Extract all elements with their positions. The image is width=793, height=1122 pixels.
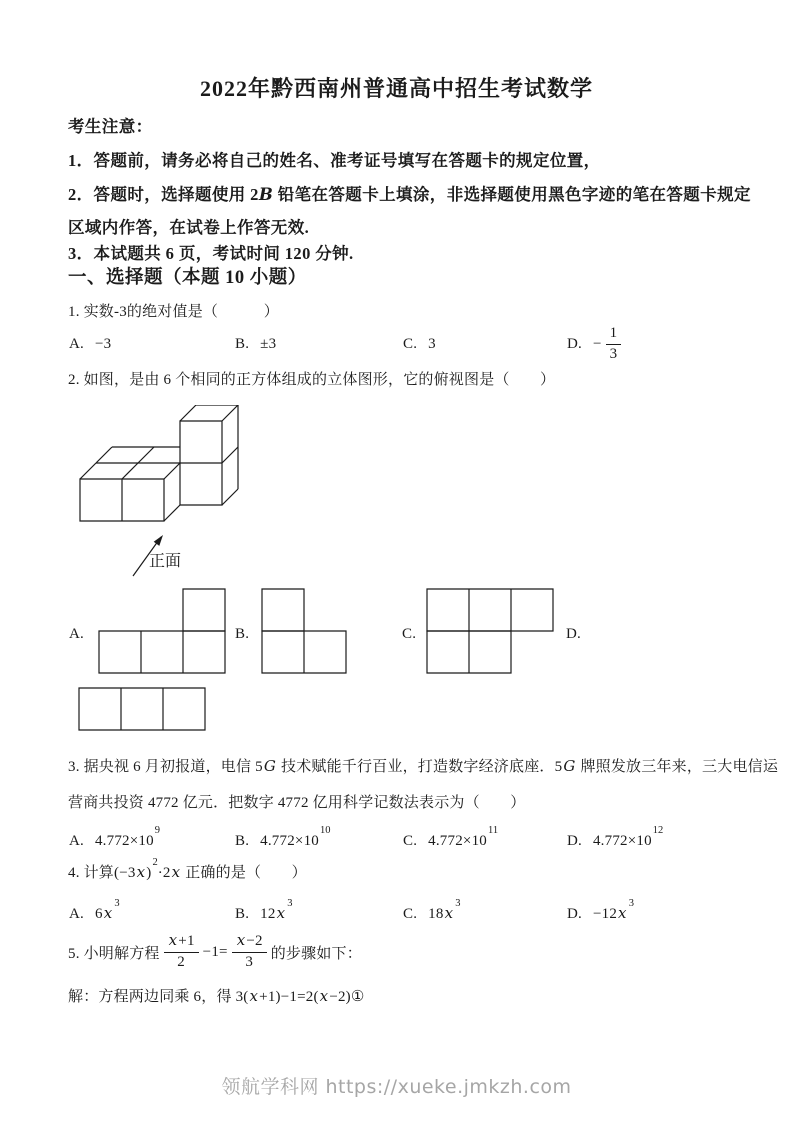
q5-mid: −1= (202, 943, 228, 960)
q2-option-c-shape (426, 588, 554, 674)
shape-d-cells (79, 688, 205, 730)
q4-option-d (567, 898, 634, 923)
cube-figure-svg (75, 405, 325, 583)
q5-step-x1: x (249, 987, 259, 1005)
q2-option-d-shape (78, 687, 206, 731)
notice-item-2-italic-b: B (258, 185, 274, 204)
q3-option-a-exponent: 9 (154, 825, 161, 836)
q1-option-d-numerator: 1 (609, 324, 618, 341)
q3-option-c-base: 4.772×10 (428, 833, 487, 849)
q5-step-mid2: −2) (329, 989, 351, 1005)
q5-step-circle-1: ① (350, 989, 365, 1005)
q2-shape-a-svg (98, 588, 226, 674)
q4-expr-open: (−3 (114, 865, 136, 881)
notice-item-2-line-2: 区域内作答，在试卷上作答无效. (68, 218, 310, 237)
q4-option-c-coef: 18 (428, 906, 444, 922)
q4-option-c-var: x (444, 904, 454, 922)
q5-f2-num-rest: −2 (246, 933, 263, 950)
q2-text: 2. 如图，是由 6 个相同的正方体组成的立体图形，它的俯视图是（ ） (68, 372, 556, 388)
q2-option-a-shape (98, 588, 226, 674)
front-face-label: 正面 (149, 553, 182, 570)
q5-post: 的步骤如下： (270, 945, 362, 962)
q3-line1-g2: G (563, 757, 576, 775)
q5-fraction-2-numerator (232, 933, 267, 952)
q4-option-d-coef: −12 (592, 906, 618, 922)
q1-text: 1. 实数-3的绝对值是（ ） (68, 304, 279, 320)
q4-option-c-label: C. (403, 906, 418, 922)
q4-option-d-var: x (618, 904, 627, 922)
q3-line1-mid: 技术赋能千行百业，打造数字经济底座．5 (277, 759, 563, 775)
q4-post: 正确的是（ ） (181, 865, 307, 881)
cube-edges (80, 405, 238, 521)
q3-option-d-base: 4.772×10 (592, 833, 652, 849)
q2-option-a-label: A. (69, 626, 84, 642)
q3-text-line-1 (68, 755, 778, 776)
q2-option-d-label: D. (566, 626, 581, 642)
q1-option-c-label: C. (403, 336, 418, 352)
q5-f1-num-rest: +1 (178, 933, 195, 950)
q3-option-d (567, 825, 664, 850)
q4-expr-exponent: 2 (152, 857, 158, 868)
q3-option-a (69, 825, 161, 850)
q4-option-a-label: A. (69, 906, 84, 922)
q2-cube-figure (75, 405, 325, 583)
q3-option-b (235, 825, 331, 850)
q2-shape-b-svg (261, 588, 347, 674)
q2-option-b-label: B. (235, 626, 250, 642)
q5-fraction-1 (164, 933, 199, 971)
q4-expr-x1: x (136, 863, 146, 881)
q4-option-b-label: B. (235, 906, 250, 922)
q4-option-a (69, 898, 120, 923)
q5-fraction-1-numerator (164, 933, 199, 952)
q1-option-a-value: −3 (94, 336, 112, 352)
q1-option-d (567, 322, 625, 366)
q5-fraction-1-denominator: 2 (164, 952, 199, 971)
q3-option-a-base: 4.772×10 (94, 833, 154, 849)
q5-step-x2: x (319, 987, 329, 1005)
q1-option-d-label: D. (567, 335, 582, 352)
q1-option-d-minus: − (592, 335, 602, 352)
q3-option-a-label: A. (69, 833, 84, 849)
q4-option-d-exp: 3 (628, 898, 634, 909)
q4-option-a-exp: 3 (114, 898, 120, 909)
q5-text (68, 929, 362, 975)
q5-solution-step (68, 985, 365, 1006)
notice-item-1: 1．答题前，请务必将自己的姓名、准考证号填写在答题卡的规定位置， (68, 151, 601, 170)
q3-option-c-exponent: 11 (487, 825, 499, 836)
q2-option-b-shape (261, 588, 347, 674)
q4-expr-close: ) (146, 865, 152, 881)
q2-shape-d-svg (78, 687, 206, 731)
q5-step-mid1: +1)−1=2( (259, 989, 319, 1005)
q5-fraction-2-denominator: 3 (232, 952, 267, 971)
q4-option-b-var: x (276, 904, 286, 922)
q5-step-pre: 解：方程两边同乘 6，得 3( (68, 989, 249, 1005)
q4-option-c-exp: 3 (455, 898, 461, 909)
q4-option-b (235, 898, 293, 923)
notice-item-3: 3．本试题共 6 页，考试时间 120 分钟. (68, 244, 354, 263)
q1-option-b (235, 336, 276, 353)
q3-option-b-exponent: 10 (319, 825, 331, 836)
notice-item-2-pre: 2．答题时，选择题使用 2 (68, 185, 259, 204)
watermark: 领航学科网 https://xueke.jmkzh.com (221, 1076, 572, 1098)
shape-a-cells (99, 589, 225, 673)
q3-option-c-label: C. (403, 833, 418, 849)
q5-fraction-2 (232, 933, 267, 971)
q3-line1-pre: 3. 据央视 6 月初报道，电信 5 (68, 759, 263, 775)
q1-option-d-denominator: 3 (606, 344, 622, 363)
q2-shape-c-svg (426, 588, 554, 674)
q4-option-c (403, 898, 461, 923)
q4-option-d-label: D. (567, 906, 582, 922)
q3-text-line-2: 营商共投资 4772 亿元．把数字 4772 亿用科学记数法表示为（ ） (68, 795, 526, 811)
q3-option-b-base: 4.772×10 (260, 833, 319, 849)
q5-f2-num-x: x (236, 931, 246, 950)
q4-option-a-coef: 6 (94, 906, 103, 922)
q1-option-b-label: B. (235, 336, 250, 352)
q4-pre: 4. 计算 (68, 865, 115, 881)
shape-c-cells (427, 589, 553, 673)
section-1-heading: 一、选择题（本题 10 小题） (68, 268, 307, 288)
q2-option-c-label: C. (402, 626, 417, 642)
q3-option-b-label: B. (235, 833, 250, 849)
q1-option-d-fraction (606, 326, 622, 363)
q3-line1-post: 牌照发放三年来，三大电信运 (576, 759, 779, 775)
q1-option-a-label: A. (69, 336, 84, 352)
q4-option-b-coef: 12 (260, 906, 276, 922)
shape-b-cells (262, 589, 346, 673)
q5-pre: 5. 小明解方程 (68, 945, 160, 962)
q4-option-b-exp: 3 (287, 898, 293, 909)
notice-item-2 (68, 181, 751, 205)
q5-f1-num-x: x (168, 931, 178, 950)
q3-line1-g1: G (263, 757, 277, 775)
q1-option-b-value: ±3 (260, 336, 277, 352)
page-title: 2022年黔西南州普通高中招生考试数学 (199, 76, 593, 101)
q4-option-a-var: x (103, 904, 113, 922)
q3-option-d-exponent: 12 (652, 825, 664, 836)
q4-expr-x2: x (171, 863, 181, 881)
q1-option-a (69, 336, 111, 353)
notice-heading: 考生注意： (68, 117, 153, 136)
q3-option-c (403, 825, 499, 850)
q4-text (68, 857, 307, 882)
q3-option-d-label: D. (567, 833, 582, 849)
q4-expr-mid: ·2 (157, 865, 171, 881)
notice-item-2-post: 铅笔在答题卡上填涂，非选择题使用黑色字迹的笔在答题卡规定 (273, 185, 751, 204)
q1-option-c-value: 3 (428, 336, 436, 352)
q1-option-c (403, 336, 436, 353)
